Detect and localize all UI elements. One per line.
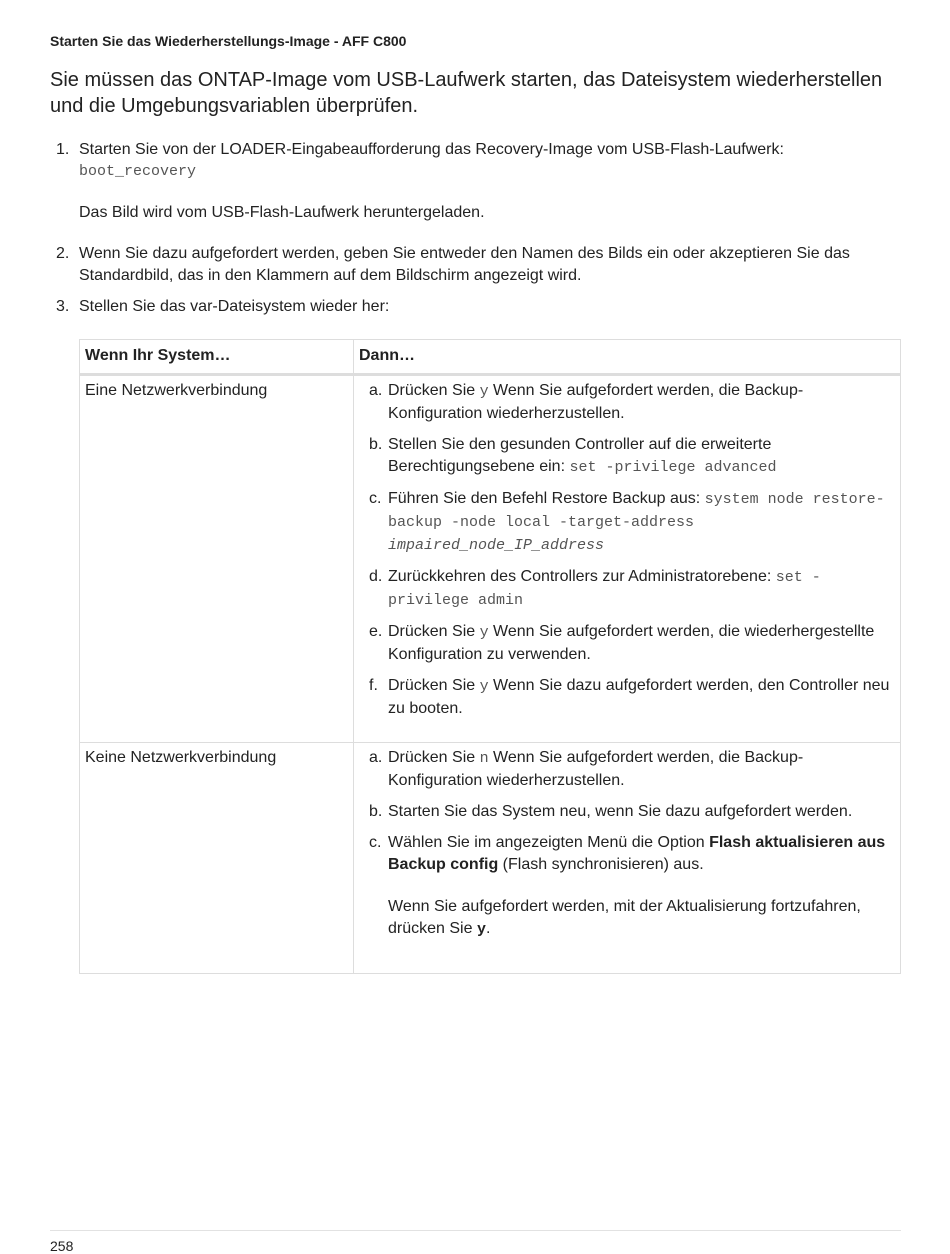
step-1: [50, 139, 910, 224]
item-letter: f.: [369, 677, 378, 694]
page-header-title: Starten Sie das Wiederherstellungs-Image - AFF C800: [50, 33, 407, 49]
item-text: Drücken Sie: [388, 749, 480, 766]
item-text: Drücken Sie: [388, 623, 480, 640]
list-item: [359, 380, 895, 425]
item-code: set -privilege advanced: [569, 459, 777, 476]
item-note: [388, 896, 895, 941]
lead-paragraph: Sie müssen das ONTAP-Image vom USB-Laufwerk starten, das Dateisystem wiederherstellen und die Umgebungsvariablen überprüfen.: [50, 69, 883, 117]
item-code: system node restore-backup -node local -target-address: [388, 491, 885, 531]
list-item: [359, 675, 895, 720]
step-2: [50, 243, 910, 287]
row-no-network-label: Keine Netzwerkverbindung: [80, 743, 354, 974]
step-3: [50, 296, 910, 318]
item-letter: b.: [369, 803, 383, 820]
step-1-text: Starten Sie von der LOADER-Eingabeaufforderung das Recovery-Image vom USB-Flash-Laufwerk:: [79, 141, 784, 158]
list-item: [359, 801, 895, 823]
item-letter: a.: [369, 749, 383, 766]
row-no-network-steps: [354, 743, 901, 974]
item-text: Starten Sie das System neu, wenn Sie dazu aufgefordert werden.: [388, 803, 853, 820]
item-letter: b.: [369, 436, 383, 453]
item-letter: c.: [369, 834, 382, 851]
item-code: y: [476, 921, 486, 938]
item-text: .: [485, 920, 491, 937]
item-code-italic: impaired_node_IP_address: [388, 537, 605, 554]
item-text: Wenn Sie aufgefordert werden, die wiederhergestellte Konfiguration zu verwenden.: [388, 623, 875, 663]
item-code: y: [479, 383, 489, 400]
item-text: Stellen Sie den gesunden Controller auf die erweiterte Berechtigungsebene ein:: [388, 436, 772, 475]
footer-divider: [50, 1230, 901, 1231]
item-text: Wenn Sie aufgefordert werden, die Backup-Konfiguration wiederherzustellen.: [388, 749, 804, 789]
list-item: [359, 621, 895, 666]
item-text: Wenn Sie aufgefordert werden, die Backup-Konfiguration wiederherzustellen.: [388, 382, 804, 422]
step-3-text: Stellen Sie das var-Dateisystem wieder her:: [79, 298, 390, 315]
steps-list: [50, 139, 910, 318]
list-item: [359, 434, 895, 479]
table-header-row: [80, 340, 901, 375]
table-header-system: Wenn Ihr System…: [80, 340, 354, 375]
row-network-label: Eine Netzwerkverbindung: [80, 375, 354, 743]
item-code: n: [479, 750, 489, 767]
list-item: [359, 832, 895, 941]
item-code: y: [479, 678, 489, 695]
list-item: [359, 488, 895, 557]
page-number: 258: [50, 1238, 74, 1254]
item-text: Zurückkehren des Controllers zur Administratorebene:: [388, 568, 776, 585]
item-letter: c.: [369, 490, 382, 507]
item-letter: a.: [369, 382, 383, 399]
step-2-text: Wenn Sie dazu aufgefordert werden, geben Sie entweder den Namen des Bilds ein oder akzeptieren Sie das Standardbild, das in den Klammern auf dem Bildschirm angezeigt wird.: [79, 245, 850, 284]
item-code: y: [479, 624, 489, 641]
item-letter: e.: [369, 623, 383, 640]
table-row: [80, 743, 901, 974]
restore-table: [79, 339, 901, 974]
list-item: [359, 566, 895, 612]
step-number: 1.: [56, 141, 70, 158]
table-row: [80, 375, 901, 743]
step-number: 2.: [56, 245, 70, 262]
item-text: Wenn Sie dazu aufgefordert werden, den Controller neu zu booten.: [388, 677, 890, 717]
item-text: Wählen Sie im angezeigten Menü die Option: [388, 834, 710, 851]
item-bold-text: Flash aktualisieren aus Backup config: [388, 834, 886, 873]
item-text: (Flash synchronisieren) aus.: [498, 856, 704, 873]
row-network-steps: [354, 375, 901, 743]
step-1-code: boot_recovery: [79, 163, 197, 180]
item-text: Wenn Sie aufgefordert werden, mit der Aktualisierung fortzufahren, drücken Sie: [388, 898, 861, 937]
step-number: 3.: [56, 298, 70, 315]
item-code: set -privilege admin: [388, 569, 821, 609]
list-item: [359, 747, 895, 792]
item-text: Führen Sie den Befehl Restore Backup aus:: [388, 490, 705, 507]
step-1-note: Das Bild wird vom USB-Flash-Laufwerk heruntergeladen.: [79, 204, 485, 221]
item-letter: d.: [369, 568, 383, 585]
table-header-then: Dann…: [354, 340, 901, 375]
item-text: Drücken Sie: [388, 382, 480, 399]
item-text: Drücken Sie: [388, 677, 480, 694]
